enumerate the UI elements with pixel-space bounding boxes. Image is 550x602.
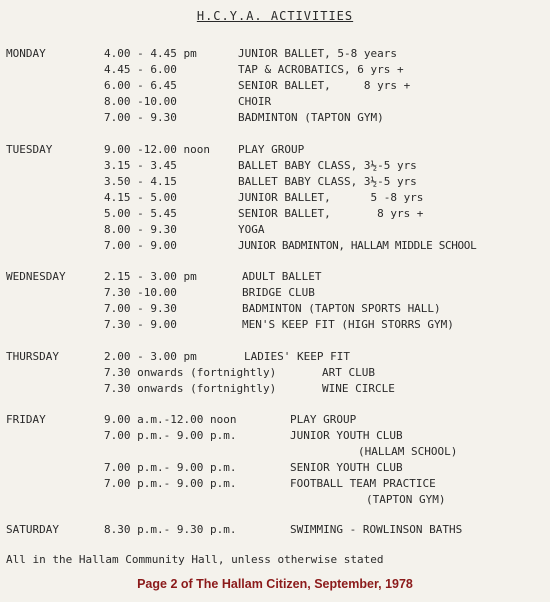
day-label-tuesday: TUESDAY (6, 143, 53, 156)
activity-cell: YOGA (238, 223, 265, 236)
activity-cell: LADIES' KEEP FIT (244, 350, 350, 363)
activity-cell: (TAPTON GYM) (366, 493, 446, 506)
time-cell: 3.50 - 4.15 (104, 175, 177, 188)
activity-cell: JUNIOR YOUTH CLUB (290, 429, 403, 442)
day-label-wednesday: WEDNESDAY (6, 270, 66, 283)
footer-note: All in the Hallam Community Hall, unless otherwise stated (6, 553, 384, 566)
day-label-monday: MONDAY (6, 47, 46, 60)
time-cell: 8.30 p.m.- 9.30 p.m. (104, 523, 237, 536)
activity-cell: PLAY GROUP (238, 143, 305, 156)
activity-cell: (HALLAM SCHOOL) (358, 445, 458, 458)
time-cell: 8.00 - 9.30 (104, 223, 177, 236)
time-cell: 2.00 - 3.00 pm (104, 350, 197, 363)
time-cell: 7.00 p.m.- 9.00 p.m. (104, 477, 237, 490)
time-cell: 4.45 - 6.00 (104, 63, 177, 76)
activity-cell: JUNIOR BALLET, 5 -8 yrs (238, 191, 424, 204)
day-label-thursday: THURSDAY (6, 350, 59, 363)
activity-cell: WINE CIRCLE (322, 382, 395, 395)
time-cell: 7.30 onwards (fortnightly) (104, 366, 277, 379)
activity-cell: BRIDGE CLUB (242, 286, 315, 299)
activity-cell: CHOIR (238, 95, 272, 108)
time-cell: 7.00 p.m.- 9.00 p.m. (104, 461, 237, 474)
activity-cell: BALLET BABY CLASS, 3½-5 yrs (238, 175, 417, 188)
time-cell: 7.30 onwards (fortnightly) (104, 382, 277, 395)
time-cell: 7.00 - 9.30 (104, 111, 177, 124)
page-caption: Page 2 of The Hallam Citizen, September, 1978 (137, 577, 413, 591)
time-cell: 7.00 - 9.30 (104, 302, 177, 315)
time-cell: 3.15 - 3.45 (104, 159, 177, 172)
activity-cell: BADMINTON (TAPTON GYM) (238, 111, 384, 124)
activity-cell: FOOTBALL TEAM PRACTICE (290, 477, 436, 490)
time-cell: 7.30 - 9.00 (104, 318, 177, 331)
activity-cell: SWIMMING - ROWLINSON BATHS (290, 523, 463, 536)
activity-cell: BADMINTON (TAPTON SPORTS HALL) (242, 302, 441, 315)
activity-cell: JUNIOR BADMINTON, HALLAM MIDDLE SCHOOL (238, 239, 477, 252)
day-label-saturday: SATURDAY (6, 523, 59, 536)
activity-cell: PLAY GROUP (290, 413, 357, 426)
activity-cell: JUNIOR BALLET, 5-8 years (238, 47, 397, 60)
activity-cell: ADULT BALLET (242, 270, 322, 283)
activity-cell: SENIOR YOUTH CLUB (290, 461, 403, 474)
time-cell: 9.00 -12.00 noon (104, 143, 210, 156)
time-cell: 7.00 p.m.- 9.00 p.m. (104, 429, 237, 442)
activity-cell: SENIOR BALLET, 8 yrs + (238, 207, 424, 220)
time-cell: 7.00 - 9.00 (104, 239, 177, 252)
activity-cell: BALLET BABY CLASS, 3½-5 yrs (238, 159, 417, 172)
time-cell: 7.30 -10.00 (104, 286, 177, 299)
page-title (0, 9, 550, 23)
time-cell: 6.00 - 6.45 (104, 79, 177, 92)
activity-cell: MEN'S KEEP FIT (HIGH STORRS GYM) (242, 318, 454, 331)
time-cell: 9.00 a.m.-12.00 noon (104, 413, 237, 426)
activity-cell: TAP & ACROBATICS, 6 yrs + (238, 63, 404, 76)
time-cell: 4.15 - 5.00 (104, 191, 177, 204)
activity-cell: SENIOR BALLET, 8 yrs + (238, 79, 411, 92)
time-cell: 5.00 - 5.45 (104, 207, 177, 220)
time-cell: 2.15 - 3.00 pm (104, 270, 197, 283)
time-cell: 8.00 -10.00 (104, 95, 177, 108)
activity-cell: ART CLUB (322, 366, 375, 379)
title-text: H.C.Y.A. ACTIVITIES (196, 9, 354, 23)
day-label-friday: FRIDAY (6, 413, 46, 426)
time-cell: 4.00 - 4.45 pm (104, 47, 197, 60)
